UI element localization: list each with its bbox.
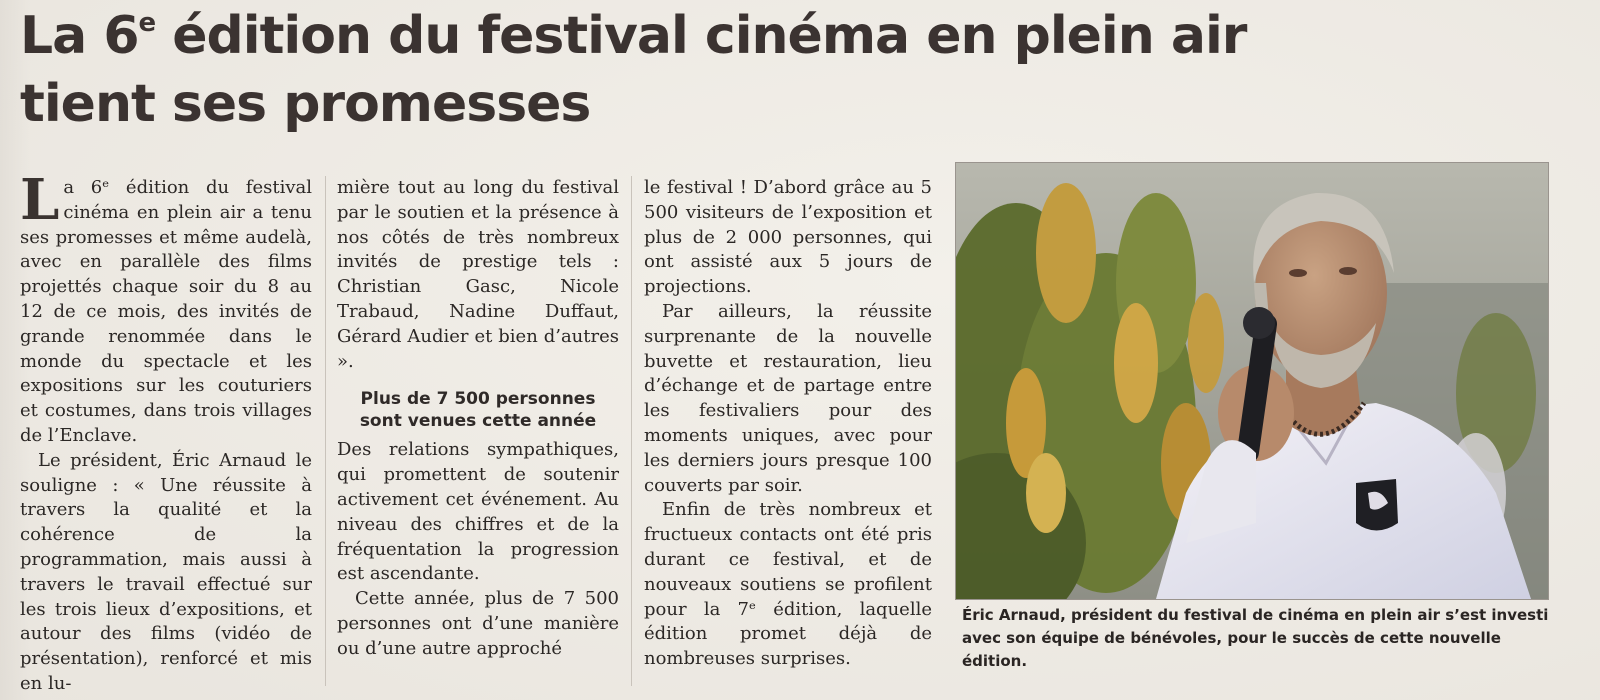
headline-part-2: édition du festival cinéma en plein air — [155, 6, 1247, 66]
headline-line-2: tient ses promesses — [20, 74, 591, 134]
column-divider — [325, 176, 326, 686]
drop-cap: L — [20, 167, 60, 233]
subhead-line-2: sont venues cette année — [359, 411, 597, 432]
caption-line-1: Éric Arnaud, président du festival de cinéma en plein air s’est investi — [962, 606, 1549, 624]
article-column-2 — [337, 176, 619, 662]
article-headline — [20, 2, 1246, 138]
paragraph: Des relations sympathiques, qui promettent de soutenir activement cet événement. Au niveau des chiffres et de la fréquentation la progression est ascendante. — [337, 439, 619, 585]
photo-caption — [962, 604, 1562, 673]
paragraph: mière tout au long du festival par le soutien et la présence à nos côtés de très nombreux invités de prestige tels : Christian Gasc, Nicole Trabaud, Nadine Duffaut, Gérard Audier et bien d’autres ». — [337, 177, 619, 372]
paragraph: Le président, Éric Arnaud le souligne : « Une réussite à travers la qualité et la cohérence de la programmation, mais aussi à travers le travail effectué sur les trois lieux d’expositions, et autour des films (vidéo de présentation), renforcé et mis en lu- — [20, 449, 312, 694]
paragraph: Cette année, plus de 7 500 personnes ont d’une manière ou d’une autre approché — [337, 588, 619, 659]
headline-part-1: La 6 — [20, 6, 139, 66]
paragraph-text: a 6ᵉ édition du festival cinéma en plein air a tenu ses promesses et même audelà, avec en parallèle des films projettés chaque soir du 8 au 12 de ce mois, des invités de grande renommée dans le monde du spectacle et les expositions sur les couturiers et costumes, dans trois villages de l’Enclave. — [20, 177, 312, 446]
caption-line-2: avec son équipe de bénévoles, pour le succès de cette nouvelle édition. — [962, 629, 1501, 670]
subhead-line-1: Plus de 7 500 personnes — [360, 389, 596, 410]
column-divider — [631, 176, 632, 686]
paragraph: le festival ! D’abord grâce au 5 500 visiteurs de l’exposition et plus de 2 000 personnes, qui ont assisté aux 5 jours de projections. — [644, 177, 932, 298]
headline-superscript: e — [138, 8, 156, 38]
article-subhead — [337, 388, 619, 432]
paragraph: Enfin de très nombreux et fructueux contacts ont été pris durant ce festival, et de nouveaux soutiens se profilent pour la 7ᵉ édition, laquelle édition promet déjà de nombreuses surprises. — [644, 499, 932, 670]
photo-illustration — [956, 163, 1548, 599]
article-column-3 — [644, 176, 932, 672]
paragraph: Par ailleurs, la réussite surprenante de la nouvelle buvette et restauration, lieu d’échange et de partage entre les festivaliers pour des moments uniques, avec pour les derniers jours presque 100 couverts par soir. — [644, 300, 932, 496]
article-photo — [955, 162, 1549, 600]
paragraph — [20, 167, 312, 449]
article-column-1 — [20, 167, 312, 697]
